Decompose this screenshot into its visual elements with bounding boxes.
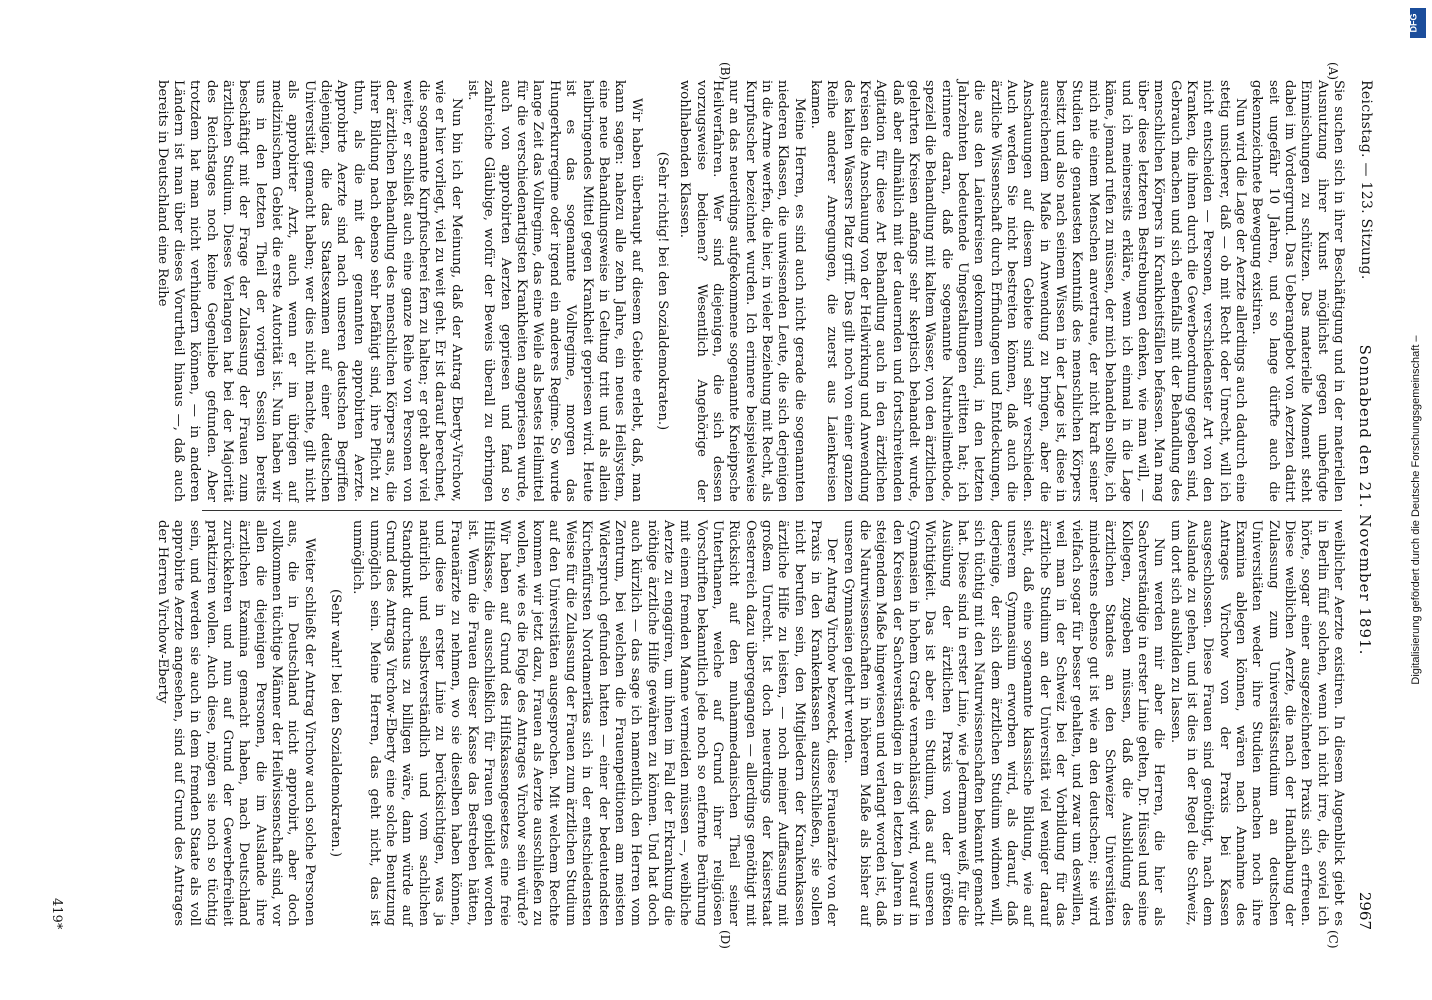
margin-marker-a: (A) [1326,62,1340,81]
paragraph: Nun bin ich der Meinung, daß der Antrag Eberty-Virchow, wie er hier vorliegt, viel zu weit geht. Er ist darauf berechnet, die sogenannte Kurpfuscherei fern zu halten; er geht aber viel weiter, er schließt auch eine ganze Reihe von Personen von der ärztlichen Behandlung des menschlichen Körpers aus, die ihrer Bildung nach ebenso sehr befähigt sind, ihre Pflicht zu thun, als die mit der genannten approbirten Aerzte. Approbirte Aerzte sind nach unseren deutschen Begriffen diejenigen, die das Staatsexamen auf einer deutschen Universität gemacht haben; wer dies nicht machte, gilt nicht als approbirter Arzt, auch wenn er im übrigen auf medizinischem Gebiet die erste Autorität ist. Nun haben wir uns in den letzten Theil der vorigen Session bereits beschäftigt mit der Frage der Zulassung der Frauen zum ärztlichen Studium. Dieses Verlangen hat bei der Majorität des Reichstages noch keine Gegenliebe gefunden. Aber trotzdem hat man nicht verhindern können, — in anderen Ländern ist man über dieses Vorurtheil hinaus —, daß auch bereits in Deutschland eine Reihe [154,80,464,502]
paragraph: Nun werden mir aber die Herren, die hier als Sachverständige in erster Linie gelten, Dr. Hüssel und seine Kollegen, zugeben müssen, daß die Ausbildung des ärztlichen Standes an den Schweizer Universitäten mindestens ebenso gut ist wie an den deutschen; sie wird vielfach sogar für besser gehalten, und zwar um deswillen, weil man in der Schweiz bei der Vorbildung für das ärztliche Studium an der Universität viel weniger darauf sieht, daß eine sogenannte klassische Bildung, wie auf unserem Gymnasium erworben wird, als darauf, daß derjenige, der sich dem ärztlichen Studium widmen will, sich tüchtig mit den Naturwissenschaften bekannt gemacht hat. Diese sind in erster Linie, wie Jedermann weiß, für die Ausübung der ärztlichen Praxis von der größten Wichtigkeit. Das ist aber ein Studium, das auf unseren Gymnasien in hohem Grade vernachlässigt wird, worauf in den Kreisen der Sachverständigen in den letzten Jahren in steigendem Maße hingewiesen und verlangt worden ist, daß die Naturwissenschaften in höherem Maße als bisher auf unseren Gymnasien gelehrt werden. [840,520,1167,926]
dfg-logo-text: DFG [1408,13,1419,33]
digitization-text: Digitalisierung gefördert durch die Deutsche Forschungsgemeinschaft – [1410,335,1422,685]
paragraph: Weiter schließt der Antrag Virchow auch solche Personen aus, die in Deutschland nicht approbirt, aber doch vollkommen tüchtige Männer der Heilwissenschaft sind, vor allen die diejenigen Personen, die im Auslande ihre ärztlichen Examina gemacht haben, nach Deutschland zurückkehren und nun auf Grund der Gewerbefreiheit praktiziren wollen. Auch diese, mögen sie noch so tüchtig sein, und werden sie auch in dem fremden Staate als voll approbirte Aerzte angesehen, sind auf Grund des Antrages der Herren Virchow-Eberty [154,520,317,926]
interjection: (Sehr richtig! bei den Sozialdemokraten.) [654,151,670,431]
digitization-note [1406,60,1428,960]
paragraph: Meine Herren, es sind auch nicht gerade die sogenannten niederen Klassen, die unwissenden Leute, die sich derjenigen in die Arme werfen, die hier, in vieler Beziehung mit Recht, als Kurpfuscher bezeichnet wurden. Ich erinnere beispielsweise nur an das neuerdings aufgekommene sogenannte Kneippsche Heilverfahren. Wer sind diejenigen, die sich dessen vorzugsweise bedienen? Wesentlich Angehörige der wohlhabenden Klassen. [677,80,807,502]
header-left: Reichstag. — 123. Sitzung. [1358,80,1374,280]
page-number: 2967 [1356,891,1374,930]
paragraph: weiblicher Aerzte existiren. In diesem Augenblick giebt es in Berlin fünf solchen, wenn ich nicht irre, die, soviel ich hörte, sogar einer ausgezeichneten Praxis sich erfreuen. Diese weiblichen Aerzte, die nach der Handhabung der Zulassung zum Universitätsstudium an deutschen Universitäten weder ihre Studien machen noch ihre Examina ablegen können, wären nach Annahme des Antrages Virchow von der Praxis bei Kassen ausgeschlossen. Diese Frauen sind genöthigt, nach dem Auslande zu gehen, und ist dies in der Regel die Schweiz, um dort sich ausbilden zu lassen. [1167,520,1346,926]
page-header [1346,70,1374,930]
dfg-logo [1410,8,1426,38]
right-column [153,520,1346,926]
header-date: Sonnabend den 21. November 1891. [1356,344,1374,656]
paragraph: Nun wird die Lage der Aerzte allerdings auch dadurch eine stetig unsicherer, daß — ob mit Recht oder Unrecht, will ich nicht entscheiden — Personen, verschiedenster Art von den Kranken, die ihnen durch die Gewerbeordnung gegeben sind, Gebrauch machen und sich ebenfalls mit der Behandlung des menschlichen Körpers in Krankheitsfällen befassen. Man mag über diese letzteren Bestrebungen denken, wie man will, — und ich meinerseits erkläre, wenn ich einmal in die Lage käme, jemand rufen zu müssen, der mich behandeln sollte, ich mich nie einem Menschen anvertraue, der nicht kraft seiner Studien die genauesten Kenntniß des menschlichen Körpers besitzt und also nach seinem Wissen in der Lage ist, diese in ausreichendem Maße in Anwendung zu bringen, aber die Anschauungen auf diesem Gebiete sind sehr verschieden. Auch werden Sie nicht bestreiten können, daß auch die ärztliche Wissenschaft durch Erfindungen und Entdeckungen, die aus den Laienkreisen gekommen sind, in den letzten Jahrzehnten bedeutende Umgestaltungen erlitten hat; ich erinnere daran, daß die sogenannte Naturheilmethode, speziell die Behandlung mit kaltem Wasser, von den ärztlichen gelehrten Kreisen anfangs sehr skeptisch behandelt wurde, daß aber allmählich mit der dauernden und fortschreitenden Agitation für diese Art Behandlung auch in den ärztlichen Kreisen die Anschauung von der Heilwirkung und Anwendung des kalten Wassers Platz griff. Das gilt noch von einer ganzen Reihe anderer Anregungen, die zuerst aus Laienkreisen kamen. [808,80,1248,502]
signature-mark: 419* [49,898,64,930]
paragraph: Wir haben überhaupt auf diesem Gebiete erlebt, daß, man kann sagen: nahezu alle zehn Jahre, ein neues Heilsystem, eine neue Behandlungsweise in Geltung tritt und als allein heilbringendes Mittel gegen Krankheit gepriesen wird. Heute ist es das sogenannte Vollregime, morgen das Hungerkurregime oder irgend ein anderes Regime. So wurde lange Zeit das Vollregime, das eine Weile als bestes Heilmittel für die verschiedenartigsten Krankheiten angepriesen wurde, auch von approbirten Aerzten gepriesen und fand so zahlreiche Gläubige, wofür der Beweis überall zu erbringen ist. [465,80,644,502]
margin-marker-b: (B) [718,62,732,81]
paragraph: Sie suchen sich in ihrer Beschäftigung und in der materiellen Ausnutzung ihrer Kunst möglichst gegen unbefugte Einmischungen zu schützen. Das materielle Moment steht dabei im Vordergrund. Das Ueberangebot von Aerzten datirt seit ungefähr 10 Jahren, und so lange dürfte auch die gekennzeichnete Bewegung existiren. [1249,80,1346,502]
paragraph: Der Antrag Virchow bezweckt, diese Frauenärzte von der Praxis in den Krankenkassen auszuschließen, sie sollen nicht berufen sein, den Mitgliedern der Krankenkassen ärztliche Hilfe zu leisten, — noch meiner Auffassung mit großem Unrecht. Ist doch neuerdings der Kaiserstaat Oesterreich dazu übergegangen — allerdings genöthigt mit Rücksicht auf den muhammedanischen Theil seiner Unterthanen, welche auf Grund ihrer religiösen Vorschriften bekanntlich jede noch so entfernte Berührung mit einem fremden Manne vermeiden müssen —, weibliche Aerzte zu engagiren, um ihnen im Fall der Erkrankung die nöthige ärztliche Hilfe gewähren zu können. Und hat doch auch kürzlich — das sage ich namentlich den Herren vom Zentrum, bei welchen die Frauenpetitionen am meisten Widerspruch gefunden hatten — einer der bedeutendsten Kirchenfürsten Nordamerikas sich in der entschiedensten Weise für die Zulassung der Frauen zum ärztlichen Studium auf den Universitäten ausgesprochen. Mit welchem Rechte kommen wir jetzt dazu, Frauen als Aerzte ausschließen zu wollen, wie es die Folge des Antrages Virchow sein würde? Wir haben auf Grund des Hilfskassengesetzes eine freie Hilfskasse, die ausschließlich für Frauen gebildet worden ist. Wenn die Frauen dieser Kasse das Bestreben hätten, Frauenärzte zu nehmen, wo sie dieselben haben können, und diese in erster Linie zu berücksichtigen, was ja natürlich und selbstverständlich und vom sachlichen Standpunkt durchaus zu billigen wäre, dann würde auf Grund des Antrags Virchow-Eberty eine solche Benutzung unmöglich sein. Meine Herren, das geht nicht, das ist unmöglich. [350,520,840,926]
left-column [153,80,1346,502]
margin-marker-d: (D) [718,930,732,949]
margin-marker-c: (C) [1326,930,1340,949]
interjection: (Sehr wahr! bei den Sozialdemokraten.) [328,589,344,857]
column-divider [202,510,1342,511]
